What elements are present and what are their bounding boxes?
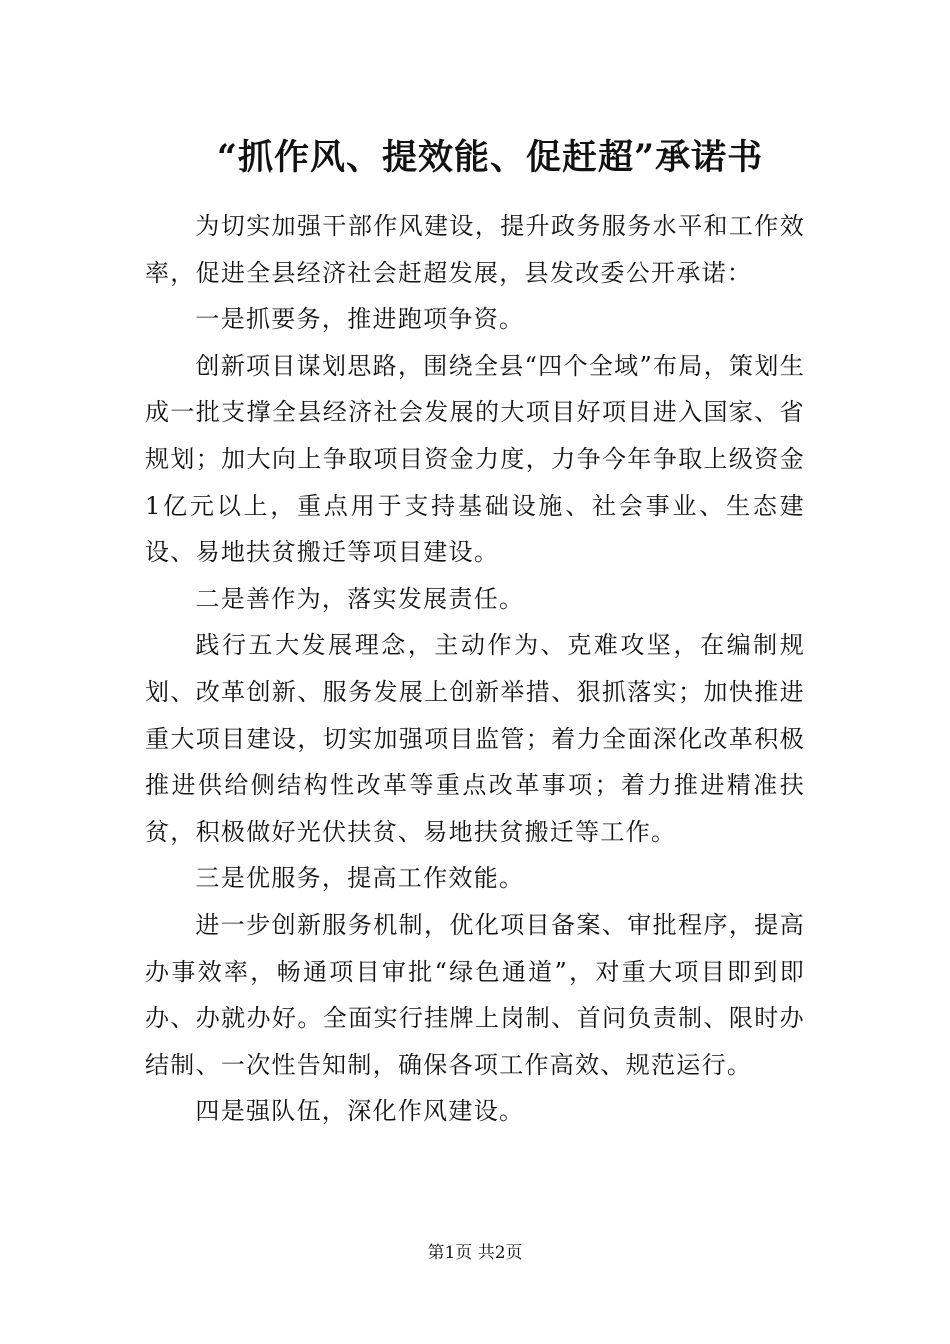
document-title: “抓作风、提效能、促赶超”承诺书 <box>216 137 764 178</box>
document-body <box>145 203 805 1135</box>
paragraph-intro: 为切实加强干部作风建设，提升政务服务水平和工作效率，促进全县经济社会赶超发展，县发改委公开承诺： <box>145 212 805 287</box>
paragraph-heading-2: 二是善作为，落实发展责任。 <box>195 584 525 613</box>
paragraph-heading-4: 四是强队伍，深化作风建设。 <box>195 1097 525 1126</box>
paragraph-content-1: 创新项目谋划思路，围绕全县“四个全域”布局，策划生成一批支撑全县经济社会发展的大项目好项目进入国家、省规划；加大向上争取项目资金力度，力争今年争取上级资金1亿元以上，重点用于支持基础设施、社会事业、生态建设、易地扶贫搬迁等项目建设。 <box>145 351 805 567</box>
paragraph-content-2: 践行五大发展理念，主动作为、克难攻坚，在编制规划、改革创新、服务发展上创新举措、狠抓落实；加快推进重大项目建设，切实加强项目监管；着力全面深化改革积极推进供给侧结构性改革等重点改革事项；着力推进精准扶贫，积极做好光伏扶贫、易地扶贫搬迁等工作。 <box>145 631 805 846</box>
paragraph-heading-3: 三是优服务，提高工作效能。 <box>195 864 525 893</box>
page-indicator: 第1页 共2页 <box>427 1243 523 1263</box>
paragraph-content-3: 进一步创新服务机制，优化项目备案、审批程序，提高办事效率，畅通项目审批“绿色通道”，对重大项目即到即办、办就办好。全面实行挂牌上岗制、首问负责制、限时办结制、一次性告知制，确保各项工作高效、规范运行。 <box>145 910 805 1079</box>
paragraph-heading-1: 一是抓要务，推进跑项争资。 <box>195 305 525 334</box>
